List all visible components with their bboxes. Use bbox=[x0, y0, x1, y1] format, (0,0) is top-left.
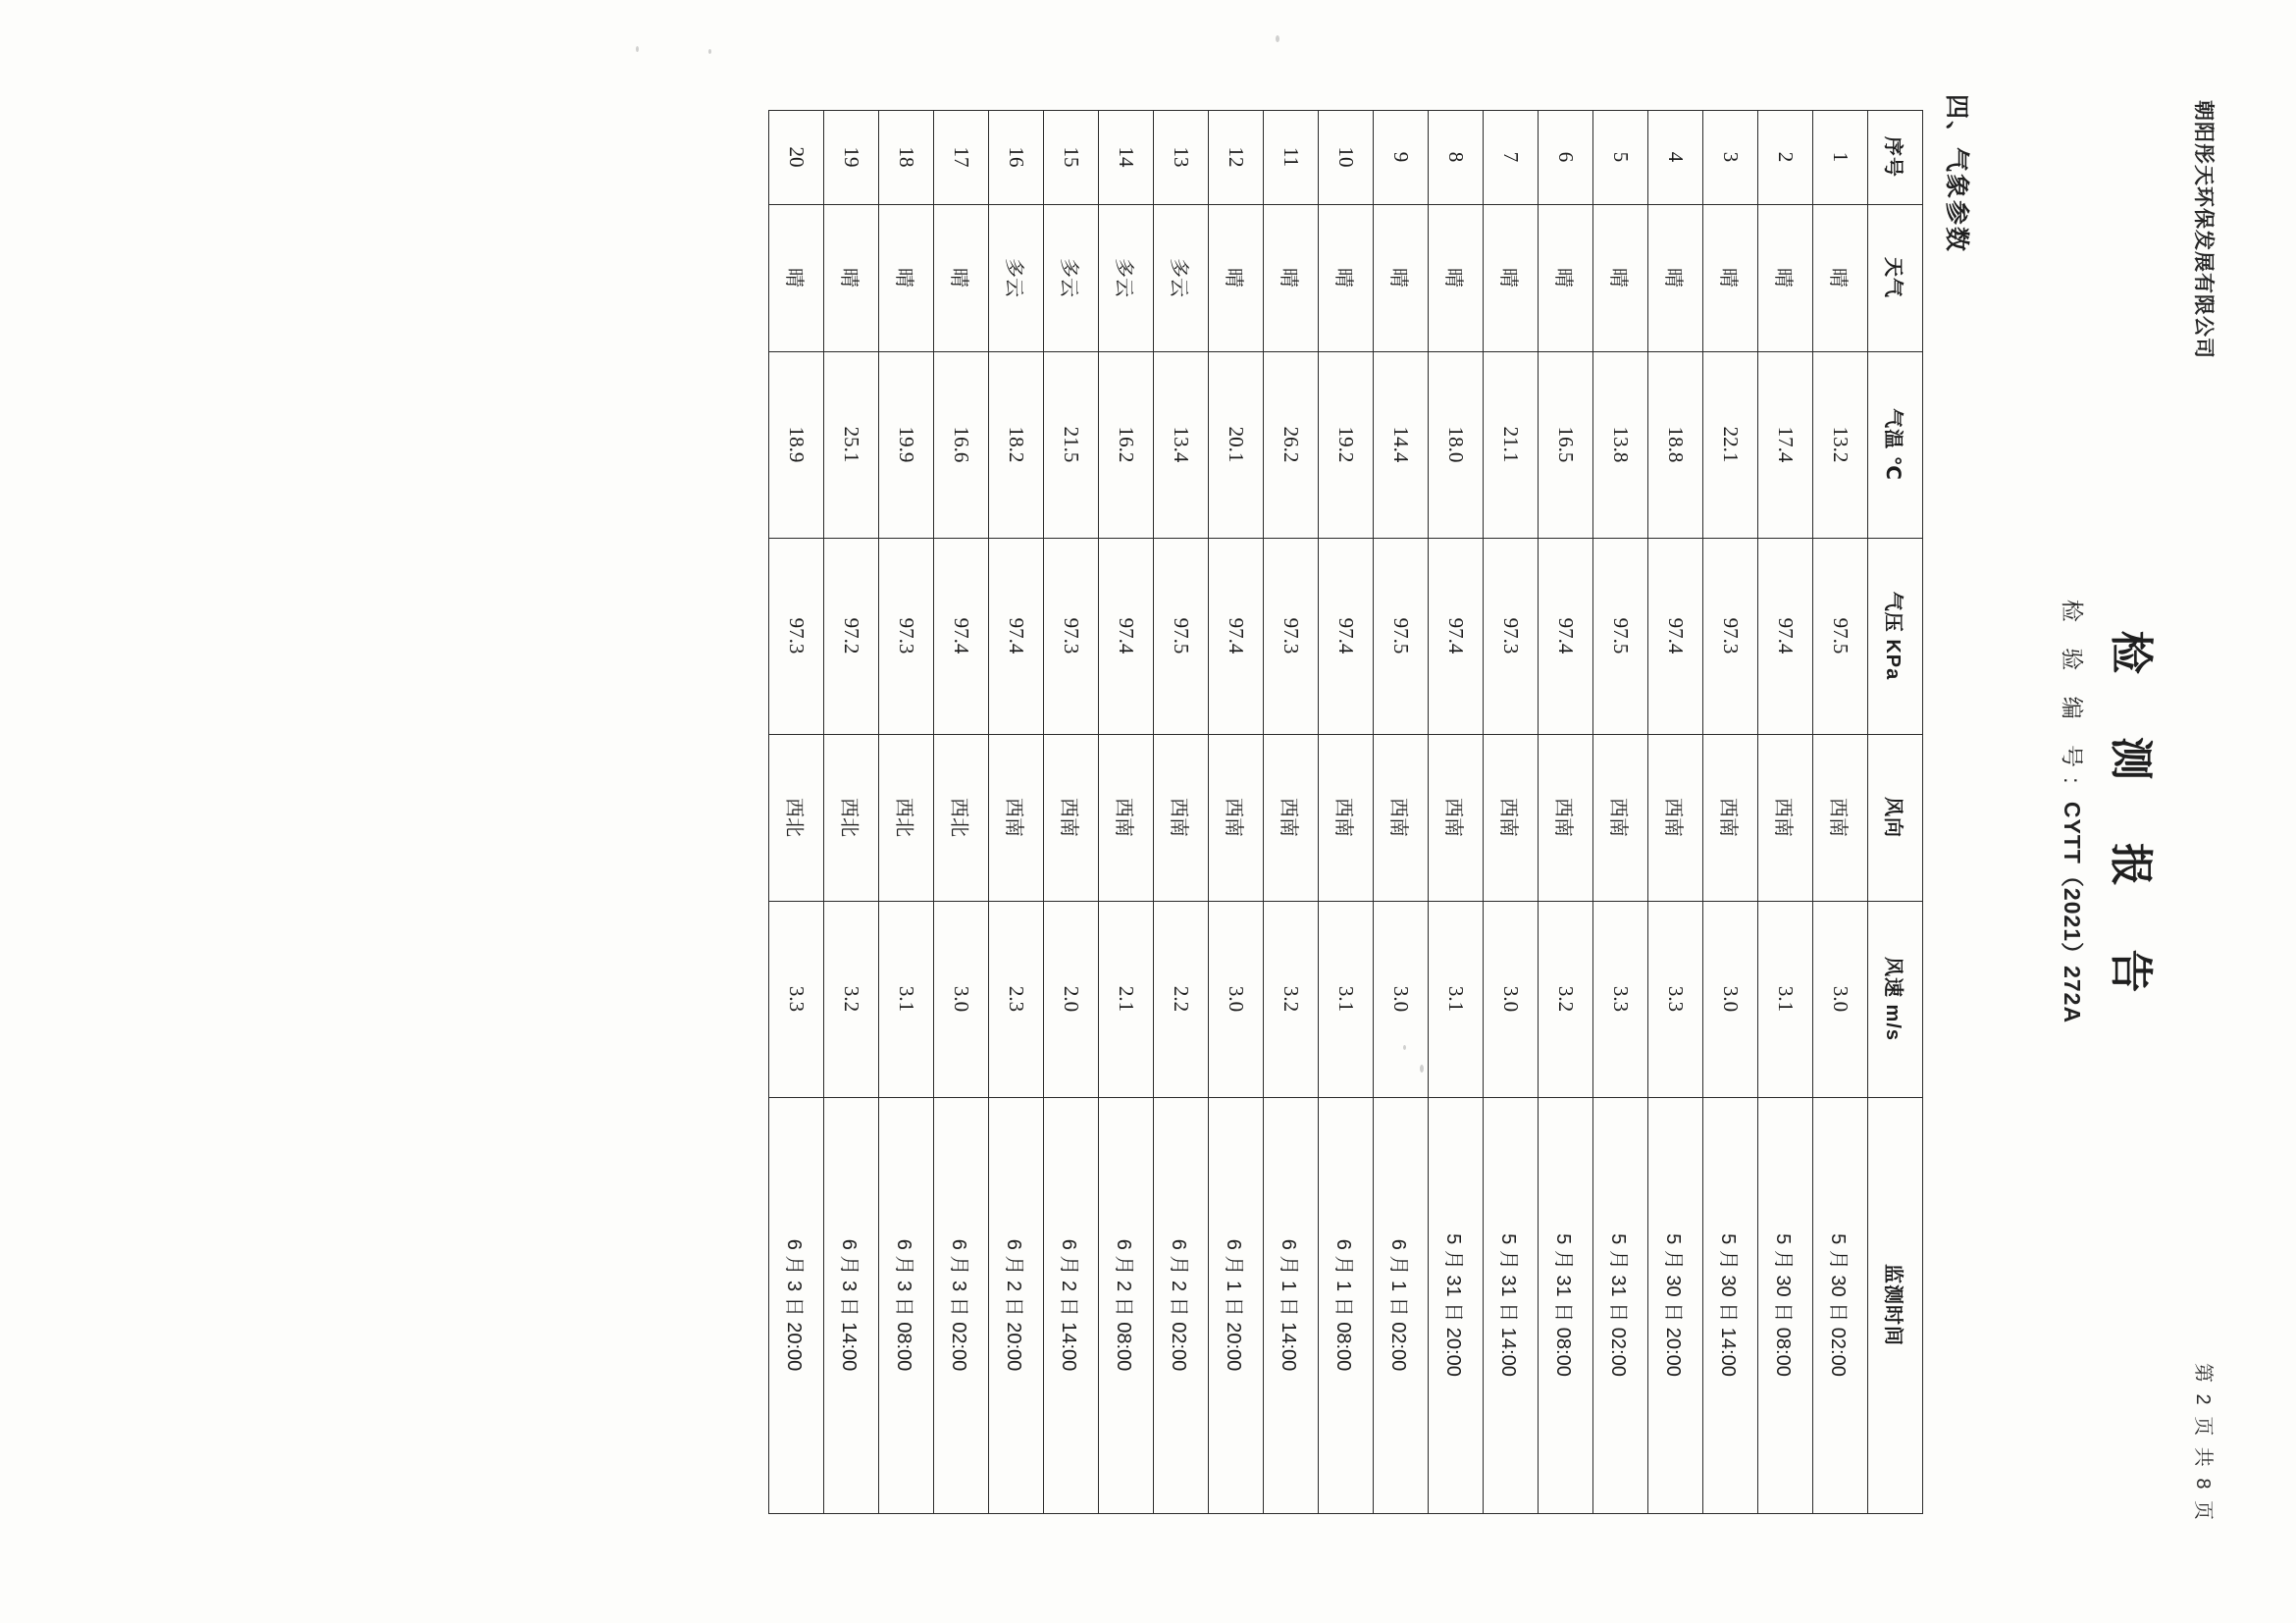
cell-r7-c7: 5 月 31 日 14:00 bbox=[1484, 1097, 1539, 1513]
cell-r5-c2: 晴 bbox=[1593, 204, 1648, 351]
cell-r3-c2: 晴 bbox=[1703, 204, 1758, 351]
cell-r13-c6: 2.2 bbox=[1154, 901, 1209, 1097]
cell-r18-c2: 晴 bbox=[879, 204, 934, 351]
document-header bbox=[1982, 94, 2227, 1529]
cell-r2-c2: 晴 bbox=[1758, 204, 1813, 351]
cell-r20-c4: 97.3 bbox=[769, 538, 824, 734]
cell-r13-c2: 多云 bbox=[1154, 204, 1209, 351]
cell-r18-c7: 6 月 3 日 08:00 bbox=[879, 1097, 934, 1513]
table-row bbox=[769, 110, 824, 1513]
table-row bbox=[1429, 110, 1484, 1513]
table-row bbox=[824, 110, 879, 1513]
table-row bbox=[1099, 110, 1154, 1513]
cell-r1-c1: 1 bbox=[1813, 110, 1868, 204]
cell-r12-c6: 3.0 bbox=[1209, 901, 1264, 1097]
meteorological-parameters-table bbox=[768, 110, 1923, 1514]
cell-r5-c3: 13.8 bbox=[1593, 351, 1648, 538]
cell-r4-c6: 3.3 bbox=[1648, 901, 1703, 1097]
table-row bbox=[1484, 110, 1539, 1513]
cell-r7-c1: 7 bbox=[1484, 110, 1539, 204]
cell-r13-c3: 13.4 bbox=[1154, 351, 1209, 538]
cell-r12-c3: 20.1 bbox=[1209, 351, 1264, 538]
cell-r1-c4: 97.5 bbox=[1813, 538, 1868, 734]
cell-r16-c1: 16 bbox=[989, 110, 1044, 204]
cell-r2-c4: 97.4 bbox=[1758, 538, 1813, 734]
cell-r3-c7: 5 月 30 日 14:00 bbox=[1703, 1097, 1758, 1513]
cell-r9-c2: 晴 bbox=[1374, 204, 1429, 351]
cell-r11-c3: 26.2 bbox=[1264, 351, 1319, 538]
cell-r7-c4: 97.3 bbox=[1484, 538, 1539, 734]
cell-r4-c1: 4 bbox=[1648, 110, 1703, 204]
cell-r5-c6: 3.3 bbox=[1593, 901, 1648, 1097]
cell-r17-c7: 6 月 3 日 02:00 bbox=[934, 1097, 989, 1513]
cell-r7-c2: 晴 bbox=[1484, 204, 1539, 351]
cell-r4-c2: 晴 bbox=[1648, 204, 1703, 351]
table-row bbox=[1374, 110, 1429, 1513]
cell-r13-c4: 97.5 bbox=[1154, 538, 1209, 734]
column-header-4: 风向 bbox=[1868, 734, 1923, 901]
cell-r9-c1: 9 bbox=[1374, 110, 1429, 204]
cell-r2-c5: 西南 bbox=[1758, 734, 1813, 901]
report-number-label: 检 验 编 号: bbox=[2060, 599, 2085, 794]
cell-r5-c7: 5 月 31 日 02:00 bbox=[1593, 1097, 1648, 1513]
cell-r20-c5: 西北 bbox=[769, 734, 824, 901]
table-row bbox=[879, 110, 934, 1513]
cell-r18-c6: 3.1 bbox=[879, 901, 934, 1097]
cell-r5-c1: 5 bbox=[1593, 110, 1648, 204]
cell-r3-c4: 97.3 bbox=[1703, 538, 1758, 734]
column-header-1: 天气 bbox=[1868, 204, 1923, 351]
cell-r15-c3: 21.5 bbox=[1044, 351, 1099, 538]
cell-r10-c5: 西南 bbox=[1319, 734, 1374, 901]
table-row bbox=[1703, 110, 1758, 1513]
cell-r7-c6: 3.0 bbox=[1484, 901, 1539, 1097]
cell-r8-c2: 晴 bbox=[1429, 204, 1484, 351]
cell-r2-c6: 3.1 bbox=[1758, 901, 1813, 1097]
cell-r12-c2: 晴 bbox=[1209, 204, 1264, 351]
cell-r17-c4: 97.4 bbox=[934, 538, 989, 734]
cell-r20-c7: 6 月 3 日 20:00 bbox=[769, 1097, 824, 1513]
cell-r1-c2: 晴 bbox=[1813, 204, 1868, 351]
cell-r19-c4: 97.2 bbox=[824, 538, 879, 734]
cell-r7-c5: 西南 bbox=[1484, 734, 1539, 901]
section-title: 四、气象参数 bbox=[1943, 94, 1970, 254]
cell-r1-c7: 5 月 30 日 02:00 bbox=[1813, 1097, 1868, 1513]
cell-r15-c6: 2.0 bbox=[1044, 901, 1099, 1097]
cell-r11-c5: 西南 bbox=[1264, 734, 1319, 901]
cell-r8-c4: 97.4 bbox=[1429, 538, 1484, 734]
cell-r17-c6: 3.0 bbox=[934, 901, 989, 1097]
cell-r8-c7: 5 月 31 日 20:00 bbox=[1429, 1097, 1484, 1513]
cell-r15-c7: 6 月 2 日 14:00 bbox=[1044, 1097, 1099, 1513]
cell-r12-c4: 97.4 bbox=[1209, 538, 1264, 734]
cell-r20-c1: 20 bbox=[769, 110, 824, 204]
cell-r15-c1: 15 bbox=[1044, 110, 1099, 204]
cell-r15-c5: 西南 bbox=[1044, 734, 1099, 901]
cell-r9-c4: 97.5 bbox=[1374, 538, 1429, 734]
scan-speck bbox=[1403, 1045, 1406, 1050]
cell-r10-c6: 3.1 bbox=[1319, 901, 1374, 1097]
cell-r13-c1: 13 bbox=[1154, 110, 1209, 204]
table-header-row bbox=[1868, 110, 1923, 1513]
cell-r10-c1: 10 bbox=[1319, 110, 1374, 204]
table-row bbox=[1264, 110, 1319, 1513]
cell-r8-c5: 西南 bbox=[1429, 734, 1484, 901]
cell-r9-c5: 西南 bbox=[1374, 734, 1429, 901]
table-row bbox=[1539, 110, 1593, 1513]
cell-r2-c1: 2 bbox=[1758, 110, 1813, 204]
table-body bbox=[769, 110, 1868, 1513]
company-name: 朝阳彤天环保发展有限公司 bbox=[2192, 100, 2215, 359]
cell-r14-c5: 西南 bbox=[1099, 734, 1154, 901]
cell-r15-c4: 97.3 bbox=[1044, 538, 1099, 734]
report-number-line bbox=[2058, 94, 2090, 1529]
cell-r19-c5: 西北 bbox=[824, 734, 879, 901]
cell-r16-c6: 2.3 bbox=[989, 901, 1044, 1097]
cell-r18-c3: 19.9 bbox=[879, 351, 934, 538]
cell-r20-c6: 3.3 bbox=[769, 901, 824, 1097]
report-number-value: CYTT（2021）272A bbox=[2060, 801, 2085, 1024]
table-row bbox=[1154, 110, 1209, 1513]
cell-r10-c4: 97.4 bbox=[1319, 538, 1374, 734]
table-row bbox=[1813, 110, 1868, 1513]
cell-r18-c5: 西北 bbox=[879, 734, 934, 901]
cell-r6-c7: 5 月 31 日 08:00 bbox=[1539, 1097, 1593, 1513]
column-header-0: 序号 bbox=[1868, 110, 1923, 204]
cell-r9-c6: 3.0 bbox=[1374, 901, 1429, 1097]
cell-r16-c3: 18.2 bbox=[989, 351, 1044, 538]
cell-r20-c2: 晴 bbox=[769, 204, 824, 351]
cell-r1-c3: 13.2 bbox=[1813, 351, 1868, 538]
cell-r11-c7: 6 月 1 日 14:00 bbox=[1264, 1097, 1319, 1513]
cell-r8-c1: 8 bbox=[1429, 110, 1484, 204]
table-row bbox=[1044, 110, 1099, 1513]
table-row bbox=[934, 110, 989, 1513]
cell-r6-c2: 晴 bbox=[1539, 204, 1593, 351]
page-number: 第 2 页 共 8 页 bbox=[2192, 1362, 2214, 1523]
cell-r12-c7: 6 月 1 日 20:00 bbox=[1209, 1097, 1264, 1513]
table-row bbox=[1209, 110, 1264, 1513]
cell-r15-c2: 多云 bbox=[1044, 204, 1099, 351]
cell-r11-c6: 3.2 bbox=[1264, 901, 1319, 1097]
cell-r6-c1: 6 bbox=[1539, 110, 1593, 204]
cell-r14-c3: 16.2 bbox=[1099, 351, 1154, 538]
cell-r14-c2: 多云 bbox=[1099, 204, 1154, 351]
cell-r3-c5: 西南 bbox=[1703, 734, 1758, 901]
cell-r6-c5: 西南 bbox=[1539, 734, 1593, 901]
cell-r19-c2: 晴 bbox=[824, 204, 879, 351]
cell-r4-c3: 18.8 bbox=[1648, 351, 1703, 538]
table-row bbox=[1648, 110, 1703, 1513]
table-row bbox=[1319, 110, 1374, 1513]
cell-r16-c5: 西南 bbox=[989, 734, 1044, 901]
cell-r17-c2: 晴 bbox=[934, 204, 989, 351]
cell-r19-c6: 3.2 bbox=[824, 901, 879, 1097]
cell-r19-c3: 25.1 bbox=[824, 351, 879, 538]
cell-r10-c2: 晴 bbox=[1319, 204, 1374, 351]
column-header-3: 气压 KPa bbox=[1868, 538, 1923, 734]
cell-r17-c3: 16.6 bbox=[934, 351, 989, 538]
table-row bbox=[1593, 110, 1648, 1513]
cell-r12-c1: 12 bbox=[1209, 110, 1264, 204]
cell-r16-c2: 多云 bbox=[989, 204, 1044, 351]
cell-r14-c4: 97.4 bbox=[1099, 538, 1154, 734]
cell-r19-c7: 6 月 3 日 14:00 bbox=[824, 1097, 879, 1513]
cell-r14-c7: 6 月 2 日 08:00 bbox=[1099, 1097, 1154, 1513]
cell-r11-c1: 11 bbox=[1264, 110, 1319, 204]
cell-r18-c4: 97.3 bbox=[879, 538, 934, 734]
cell-r7-c3: 21.1 bbox=[1484, 351, 1539, 538]
cell-r10-c3: 19.2 bbox=[1319, 351, 1374, 538]
cell-r9-c7: 6 月 1 日 02:00 bbox=[1374, 1097, 1429, 1513]
cell-r8-c3: 18.0 bbox=[1429, 351, 1484, 538]
cell-r19-c1: 19 bbox=[824, 110, 879, 204]
cell-r16-c4: 97.4 bbox=[989, 538, 1044, 734]
cell-r13-c7: 6 月 2 日 02:00 bbox=[1154, 1097, 1209, 1513]
column-header-6: 监测时间 bbox=[1868, 1097, 1923, 1513]
scan-speck bbox=[1276, 35, 1279, 42]
cell-r20-c3: 18.9 bbox=[769, 351, 824, 538]
cell-r11-c4: 97.3 bbox=[1264, 538, 1319, 734]
cell-r4-c7: 5 月 30 日 20:00 bbox=[1648, 1097, 1703, 1513]
cell-r14-c6: 2.1 bbox=[1099, 901, 1154, 1097]
cell-r2-c7: 5 月 30 日 08:00 bbox=[1758, 1097, 1813, 1513]
report-title: 检 测 报 告 bbox=[2107, 630, 2155, 1019]
table-row bbox=[1758, 110, 1813, 1513]
cell-r12-c5: 西南 bbox=[1209, 734, 1264, 901]
scan-speck bbox=[708, 49, 711, 54]
cell-r14-c1: 14 bbox=[1099, 110, 1154, 204]
cell-r6-c3: 16.5 bbox=[1539, 351, 1593, 538]
cell-r2-c3: 17.4 bbox=[1758, 351, 1813, 538]
cell-r6-c4: 97.4 bbox=[1539, 538, 1593, 734]
cell-r9-c3: 14.4 bbox=[1374, 351, 1429, 538]
scan-speck bbox=[636, 46, 639, 52]
column-header-2: 气温 ℃ bbox=[1868, 351, 1923, 538]
cell-r11-c2: 晴 bbox=[1264, 204, 1319, 351]
cell-r16-c7: 6 月 2 日 20:00 bbox=[989, 1097, 1044, 1513]
cell-r13-c5: 西南 bbox=[1154, 734, 1209, 901]
cell-r18-c1: 18 bbox=[879, 110, 934, 204]
scan-speck bbox=[1420, 1065, 1424, 1073]
cell-r3-c3: 22.1 bbox=[1703, 351, 1758, 538]
cell-r6-c6: 3.2 bbox=[1539, 901, 1593, 1097]
cell-r3-c6: 3.0 bbox=[1703, 901, 1758, 1097]
cell-r4-c5: 西南 bbox=[1648, 734, 1703, 901]
cell-r17-c5: 西北 bbox=[934, 734, 989, 901]
column-header-5: 风速 m/s bbox=[1868, 901, 1923, 1097]
cell-r17-c1: 17 bbox=[934, 110, 989, 204]
cell-r3-c1: 3 bbox=[1703, 110, 1758, 204]
cell-r10-c7: 6 月 1 日 08:00 bbox=[1319, 1097, 1374, 1513]
cell-r1-c6: 3.0 bbox=[1813, 901, 1868, 1097]
cell-r5-c5: 西南 bbox=[1593, 734, 1648, 901]
cell-r4-c4: 97.4 bbox=[1648, 538, 1703, 734]
cell-r5-c4: 97.5 bbox=[1593, 538, 1648, 734]
cell-r1-c5: 西南 bbox=[1813, 734, 1868, 901]
table-row bbox=[989, 110, 1044, 1513]
cell-r8-c6: 3.1 bbox=[1429, 901, 1484, 1097]
